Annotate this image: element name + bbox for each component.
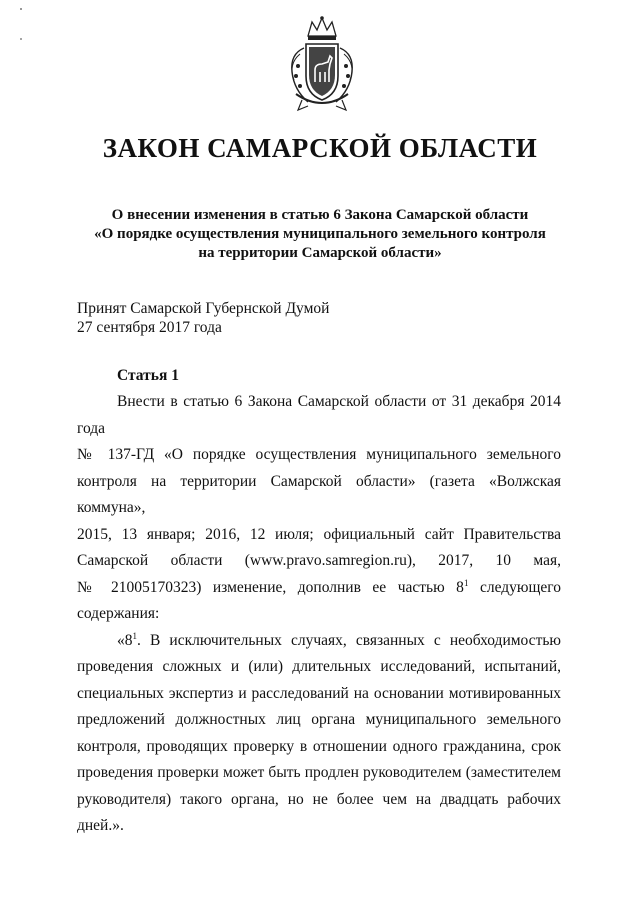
text-run: № 21005170323) изменение, дополнив ее частью 8 (77, 578, 464, 596)
superscript: 1 (463, 577, 469, 588)
law-subtitle (60, 206, 580, 263)
article-body (77, 389, 561, 840)
scan-speck (20, 8, 22, 10)
paragraph-line (77, 575, 561, 602)
paragraph-line (77, 628, 561, 655)
law-title: ЗАКОН САМАРСКОЙ ОБЛАСТИ (102, 133, 538, 163)
paragraph-line: руководителя) такого органа, но не более чем на двадцать рабочих дней.». (77, 790, 561, 834)
subtitle-line: «О порядке осуществления муниципального земельного контроля (94, 226, 546, 242)
text-run: следующего (468, 578, 561, 596)
paragraph-line: предложений должностных лиц органа муниципального земельного (77, 711, 561, 728)
paragraph-line: специальных экспертиз и расследований на основании мотивированных (77, 684, 561, 702)
paragraph-line: Самарской области (www.pravo.samregion.ru), 2017, 10 мая, (77, 552, 561, 569)
article-heading: Статья 1 (117, 367, 179, 384)
adoption-date: 27 сентября 2017 года (77, 319, 222, 336)
samara-coat-of-arms-icon (282, 14, 362, 114)
text-run: «8 (117, 631, 133, 649)
subtitle-line: О внесении изменения в статью 6 Закона Самарской области (111, 207, 529, 223)
paragraph-line: контроля, проводящих проверку в отношении одного гражданина, срок (77, 737, 561, 755)
paragraph-line: проведения проверки может быть продлен руководителем (заместителем (77, 764, 561, 781)
superscript: 1 (132, 630, 137, 641)
paragraph-line: 2015, 13 января; 2016, 12 июля; официальный сайт Правительства (77, 525, 561, 543)
subtitle-line: на территории Самарской области» (198, 245, 442, 261)
paragraph-line: № 137-ГД «О порядке осуществления муниципального земельного (77, 446, 561, 463)
scan-speck (20, 38, 22, 40)
paragraph-line: проведения сложных и (или) длительных исследований, испытаний, (77, 658, 561, 675)
text-run: . В исключительных случаях, связанных с необходимостью (137, 631, 561, 649)
paragraph-line: контроля на территории Самарской области» (газета «Волжская коммуна», (77, 472, 561, 516)
adoption-body: Принят Самарской Губернской Думой (77, 300, 330, 317)
paragraph-line: Внести в статью 6 Закона Самарской области от 31 декабря 2014 года (77, 393, 561, 437)
paragraph-line: содержания: (77, 605, 160, 622)
adoption-note (77, 299, 329, 337)
